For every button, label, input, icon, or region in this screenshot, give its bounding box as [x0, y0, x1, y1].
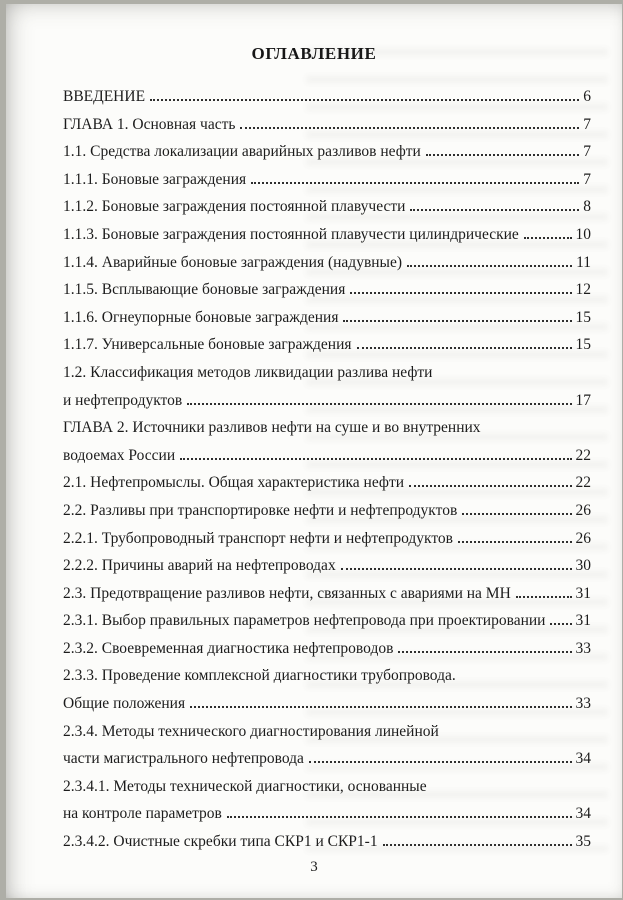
- toc-entry: [63, 143, 591, 171]
- toc-entry-text: 2.3.1. Выбор правильных параметров нефтепровода при проектировании: [63, 612, 546, 630]
- toc-entry-page: 34: [575, 805, 591, 823]
- dot-leader: [350, 292, 571, 294]
- toc-entry-text: 2.1. Нефтепромыслы. Общая характеристика нефти: [63, 474, 405, 492]
- dot-leader: [187, 403, 571, 405]
- toc-entry: [63, 116, 591, 144]
- dot-leader: [309, 761, 572, 763]
- toc-entry-page: 26: [575, 501, 591, 519]
- toc-entry-page: 22: [575, 474, 591, 492]
- toc-entry: [63, 364, 591, 392]
- toc-entry-text: 1.1.4. Аварийные боновые заграждения (надувные): [63, 253, 403, 271]
- dot-leader: [458, 541, 572, 543]
- toc-entry-text: ГЛАВА 1. Основная часть: [63, 115, 236, 133]
- dot-leader: [407, 265, 572, 267]
- toc-entry: [63, 530, 591, 558]
- dot-leader: [190, 706, 571, 708]
- toc-entry-text: водоемах России: [63, 446, 176, 464]
- toc-entry-page: 31: [575, 584, 591, 602]
- toc-entry: [63, 612, 591, 640]
- toc-entry-text: ГЛАВА 2. Источники разливов нефти на суше и во внутренних: [63, 419, 481, 437]
- toc-entry-page: 30: [575, 557, 591, 575]
- toc-entry: [63, 640, 591, 668]
- toc-entry-text: 1.1.7. Универсальные боновые заграждения: [63, 336, 352, 354]
- toc-entry-text: 2.2.2. Причины аварий на нефтепроводах: [63, 557, 336, 575]
- toc-entry-text: 1.1.5. Всплывающие боновые заграждения: [63, 281, 346, 299]
- toc-entry: [63, 392, 591, 420]
- toc-entry-text: 2.2. Разливы при транспортировке нефти и нефтепродуктов: [63, 501, 458, 519]
- toc-entry: [63, 309, 591, 337]
- toc-entry-text: части магистрального нефтепровода: [63, 750, 304, 768]
- dot-leader: [409, 485, 571, 487]
- toc-entry: [63, 419, 591, 447]
- toc-entry: [63, 805, 591, 833]
- dot-leader: [180, 458, 571, 460]
- toc-entry: [63, 254, 591, 282]
- toc-entry-text: 2.3. Предотвращение разливов нефти, связанных с авариями на МН: [63, 584, 511, 602]
- toc-entry: [63, 171, 591, 199]
- toc-entry-text: 1.1. Средства локализации аварийных разливов нефти: [63, 143, 421, 161]
- dot-leader: [524, 237, 572, 239]
- dot-leader: [227, 816, 572, 818]
- toc-entry-page: 33: [575, 695, 591, 713]
- toc-entry-page: 34: [575, 750, 591, 768]
- toc-entry: [63, 750, 591, 778]
- dot-leader: [426, 154, 579, 156]
- toc-entry: [63, 585, 591, 613]
- toc-entry-text: 1.1.3. Боновые заграждения постоянной плавучести цилиндрические: [63, 225, 519, 243]
- toc-entry-text: 2.3.4. Методы технического диагностирования линейной: [63, 722, 439, 740]
- toc-entry: [63, 281, 591, 309]
- toc-entry: [63, 88, 591, 116]
- dot-leader: [357, 347, 572, 349]
- toc-entry: [63, 502, 591, 530]
- toc-entry-page: 11: [576, 253, 591, 271]
- dot-leader: [251, 182, 579, 184]
- toc-entry-text: Общие положения: [63, 695, 186, 713]
- toc-entry-text: 2.3.2. Своевременная диагностика нефтепроводов: [63, 639, 394, 657]
- toc-entry: [63, 226, 591, 254]
- page-number: 3: [310, 859, 318, 875]
- toc-entry-text: и нефтепродуктов: [63, 391, 183, 409]
- toc-entry-text: ВВЕДЕНИЕ: [63, 88, 146, 105]
- scanned-page: [6, 4, 622, 898]
- dot-leader: [398, 651, 571, 653]
- toc-entry: [63, 557, 591, 585]
- toc-entry-page: 6: [583, 88, 591, 105]
- toc-entry: [63, 695, 591, 723]
- dot-leader: [240, 127, 579, 129]
- toc-entry-text: 1.1.1. Боновые заграждения: [63, 170, 247, 188]
- toc-entry-page: 7: [583, 115, 591, 133]
- toc-entry: [63, 667, 591, 695]
- toc-entry: [63, 336, 591, 364]
- toc-entry: [63, 198, 591, 226]
- toc-entry-page: 15: [575, 336, 591, 354]
- toc-entry: [63, 778, 591, 806]
- toc-entry-page: 7: [583, 143, 591, 161]
- toc-entry: [63, 474, 591, 502]
- dot-leader: [550, 623, 571, 625]
- dot-leader: [410, 209, 579, 211]
- toc-entry: [63, 723, 591, 751]
- toc-entry: [63, 833, 591, 861]
- toc-entry-text: 1.1.2. Боновые заграждения постоянной плавучести: [63, 198, 406, 216]
- toc-entry-page: 31: [575, 612, 591, 630]
- dot-leader: [516, 596, 572, 598]
- dot-leader: [383, 844, 572, 846]
- toc-entry-text: 1.1.6. Огнеупорные боновые заграждения: [63, 308, 339, 326]
- toc-entry-page: 15: [575, 308, 591, 326]
- dot-leader: [341, 568, 572, 570]
- toc-entry-text: 1.2. Классификация методов ликвидации разлива нефти: [63, 363, 433, 381]
- toc-entry-page: 26: [575, 529, 591, 547]
- toc-entry-page: 12: [575, 281, 591, 299]
- toc-entry-page: 8: [583, 198, 591, 216]
- toc-list: [6, 88, 622, 861]
- toc-entry-page: 22: [575, 446, 591, 464]
- toc-entry-text: 2.2.1. Трубопроводный транспорт нефти и нефтепродуктов: [63, 529, 453, 547]
- dot-leader: [343, 320, 571, 322]
- toc-entry: [63, 447, 591, 475]
- toc-entry-page: 33: [575, 639, 591, 657]
- toc-entry-text: на контроле параметров: [63, 805, 222, 823]
- toc-entry-text: 2.3.4.1. Методы технической диагностики, основанные: [63, 777, 427, 795]
- toc-entry-text: 2.3.4.2. Очистные скребки типа СКР1 и СКР1-1: [63, 833, 378, 851]
- toc-entry-page: 17: [575, 391, 591, 409]
- toc-entry-page: 35: [575, 833, 591, 851]
- toc-entry-page: 7: [583, 170, 591, 188]
- dot-leader: [150, 99, 579, 101]
- page-title: ОГЛАВЛЕНИЕ: [251, 44, 377, 63]
- toc-entry-text: 2.3.3. Проведение комплексной диагностики трубопровода.: [63, 667, 456, 685]
- toc-entry-page: 10: [575, 225, 591, 243]
- dot-leader: [462, 513, 571, 515]
